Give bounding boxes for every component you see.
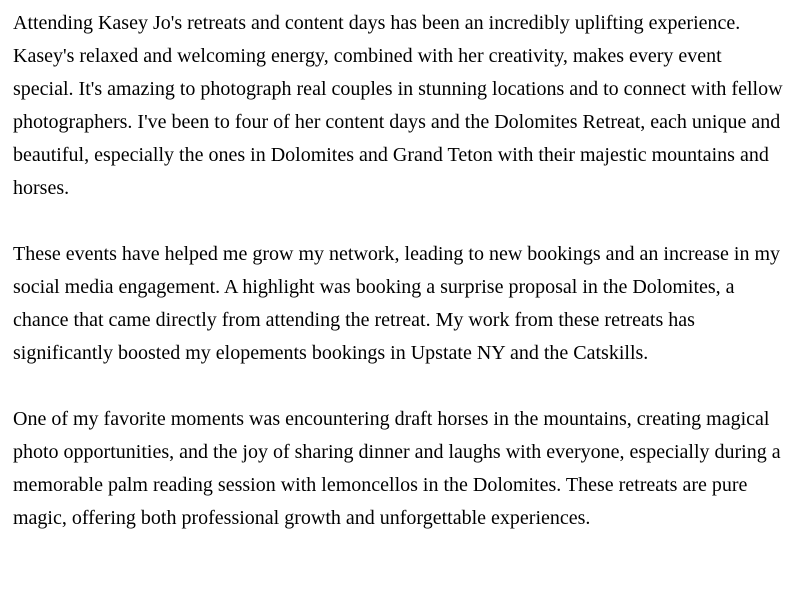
paragraph-2: These events have helped me grow my network, leading to new bookings and an increase in my social media engagement. A highlight was booking a surprise proposal in the Dolomites, a chance that came directly from attending the retreat. My work from these retreats has significantly boosted my elopements bookings in Upstate NY and the Catskills. xyxy=(13,243,781,364)
paragraph-1: Attending Kasey Jo's retreats and content days has been an incredibly uplifting experience. Kasey's relaxed and welcoming energy, combined with her creativity, makes every event special. It's amazing to photograph real couples in stunning locations and to connect with fellow photographers. I've been to four of her content days and the Dolomites Retreat, each unique and beautiful, especially the ones in Dolomites and Grand Teton with their majestic mountains and horses. xyxy=(13,12,783,199)
paragraph-3: One of my favorite moments was encountering draft horses in the mountains, creating magical photo opportunities, and the joy of sharing dinner and laughs with everyone, especially during a memorable palm reading session with lemoncellos in the Dolomites. These retreats are pure magic, offering both professional growth and unforgettable experiences. xyxy=(13,408,781,529)
